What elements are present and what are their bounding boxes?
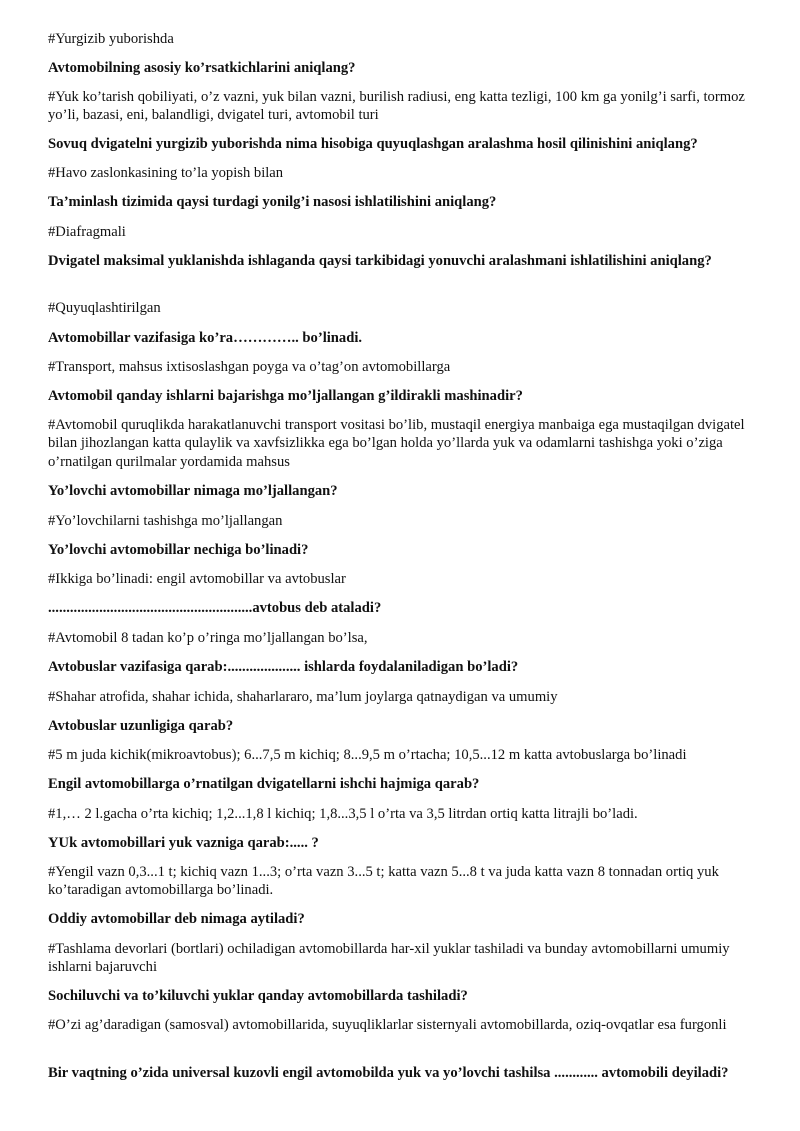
question-text: Avtobuslar vazifasiga qarab:.................... ishlarda foydalaniladigan bo’ladi? <box>48 659 519 675</box>
answer-text: #Shahar atrofida, shahar ichida, shaharlararo, ma’lum joylarga qatnaydigan va umumiy <box>48 689 558 705</box>
question-text: Engil avtomobillarga o’rnatilgan dvigatellarni ishchi hajmiga qarab? <box>48 776 480 792</box>
answer-text: #Yurgizib yuborishda <box>48 31 174 47</box>
question-text: Avtobuslar uzunligiga qarab? <box>48 718 234 734</box>
question-text: Dvigatel maksimal yuklanishda ishlaganda qaysi tarkibidagi yonuvchi aralashmani ishlatilishini aniqlang? <box>48 253 712 269</box>
question-text: Yo’lovchi avtomobillar nimaga mo’ljallangan? <box>48 483 338 499</box>
answer-text: #Tashlama devorlari (bortlari) ochiladigan avtomobillarda har-xil yuklar tashiladi va bunday avtomobillarni umumiy ishlarni bajaruvchi <box>48 941 730 976</box>
answer-text: #1,… 2 l.gacha o’rta kichiq; 1,2...1,8 l kichiq; 1,8...3,5 l o’rta va 3,5 litrdan ortiq katta litrajli bo’ladi. <box>48 806 638 822</box>
question-text: Ta’minlash tizimida qaysi turdagi yonilg’i nasosi ishlatilishini aniqlang? <box>48 194 497 210</box>
question-text: Avtomobilning asosiy ko’rsatkichlarini aniqlang? <box>48 60 356 76</box>
question-text: Avtomobil qanday ishlarni bajarishga mo’ljallangan g’ildirakli mashinadir? <box>48 388 523 404</box>
question-text: YUk avtomobillari yuk vazniga qarab:..... ? <box>48 835 319 851</box>
question-text: ........................................................avtobus deb ataladi? <box>48 600 382 616</box>
question-text: Oddiy avtomobillar deb nimaga aytiladi? <box>48 911 305 927</box>
answer-text: #Ikkiga bo’linadi: engil avtomobillar va avtobuslar <box>48 571 346 587</box>
answer-text: #Yo’lovchilarni tashishga mo’ljallangan <box>48 513 283 529</box>
answer-text: #Transport, mahsus ixtisoslashgan poyga va o’tag’on avtomobillarga <box>48 359 451 375</box>
answer-text: #Yuk ko’tarish qobiliyati, o’z vazni, yuk bilan vazni, burilish radiusi, eng katta tezligi, 100 km ga yonilg’i sarfi, tormoz yo’li, bazasi, eni, balandligi, dvigatel turi, avtomobil turi <box>48 89 745 124</box>
answer-text: #Avtomobil quruqlikda harakatlanuvchi transport vositasi bo’lib, mustaqil energiya manbaiga ega mustaqilgan dvigatel bilan jihozlangan katta qulaylik va xavfsizlikka ega bo’lgan holda yo’llarda yuk va odamlarni tashishga yoki o’ziga o’rnatilgan qurilmalar yordamida mahsus <box>48 417 745 470</box>
question-text: Sochiluvchi va to’kiluvchi yuklar qanday avtomobillarda tashiladi? <box>48 988 468 1004</box>
question-text: Bir vaqtning o’zida universal kuzovli engil avtomobilda yuk va yo’lovchi tashilsa ............ avtomobili deyiladi? <box>48 1065 729 1081</box>
answer-text: #Quyuqlashtirilgan <box>48 300 161 316</box>
question-text: Yo’lovchi avtomobillar nechiga bo’linadi? <box>48 542 309 558</box>
question-text: Sovuq dvigatelni yurgizib yuborishda nima hisobiga quyuqlashgan aralashma hosil qilinishini aniqlang? <box>48 136 698 152</box>
answer-text: #Yengil vazn 0,3...1 t; kichiq vazn 1...3; o’rta vazn 3...5 t; katta vazn 5...8 t va juda katta vazn 8 tonnadan ortiq yuk ko’taradigan avtomobillarga bo’linadi. <box>48 864 719 899</box>
answer-text: #O’zi ag’daradigan (samosval) avtomobillarida, suyuqliklarlar sisternyali avtomobillarda, oziq-ovqatlar esa furgonli <box>48 1017 727 1033</box>
answer-text: #Havo zaslonkasining to’la yopish bilan <box>48 165 284 181</box>
answer-text: #Avtomobil 8 tadan ko’p o’ringa mo’ljallangan bo’lsa, <box>48 630 368 646</box>
answer-text: #5 m juda kichik(mikroavtobus); 6...7,5 m kichiq; 8...9,5 m o’rtacha; 10,5...12 m katta avtobuslarga bo’linadi <box>48 747 687 763</box>
question-text: Avtomobillar vazifasiga ko’ra………….. bo’linadi. <box>48 330 363 346</box>
answer-text: #Diafragmali <box>48 224 126 240</box>
